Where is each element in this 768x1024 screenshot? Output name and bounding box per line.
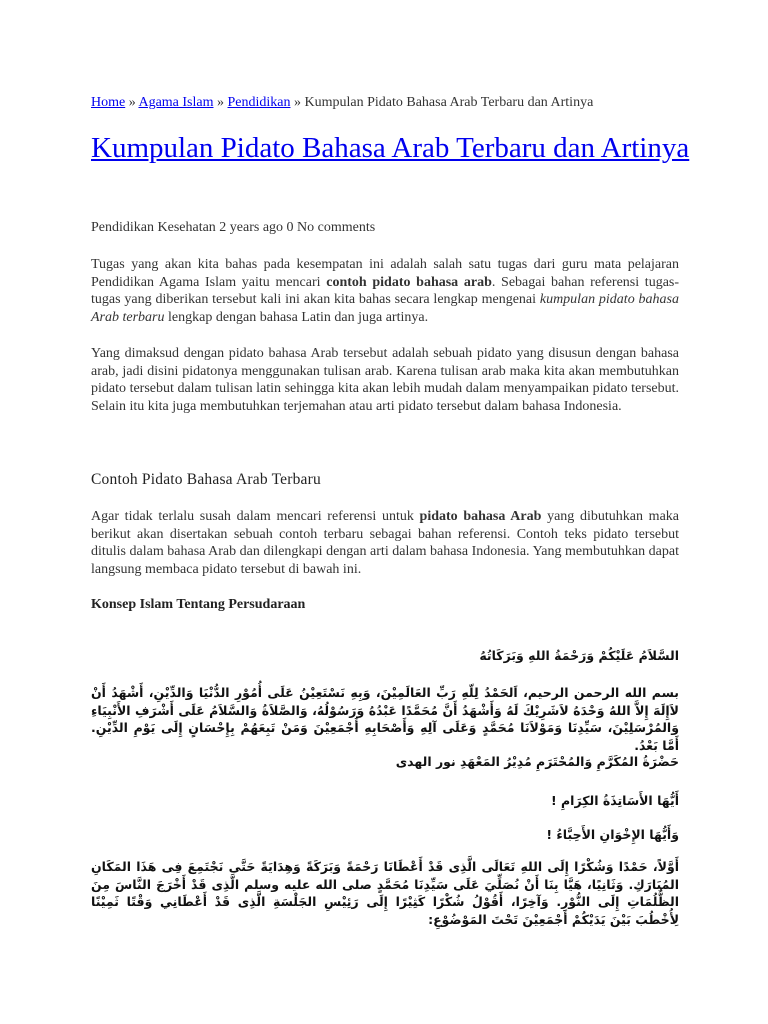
post-meta: Pendidikan Kesehatan 2 years ago 0 No comments bbox=[91, 220, 376, 235]
breadcrumb-pendidikan-link[interactable]: Pendidikan bbox=[227, 95, 291, 110]
arabic-address-teachers: أَيُّهَا الأَسَاتِذَةُ الكِرَامِ ! bbox=[550, 793, 679, 808]
post-title-link[interactable]: Kumpulan Pidato Bahasa Arab Terbaru dan Artinya bbox=[91, 132, 690, 164]
paragraph-text: yang dibutuhkan maka berikut akan disertakan sebuah contoh terbaru sebagai bahan referensi. Contoh teks pidato tersebut ditulis dalam bahasa Arab dan dilengkapi dengan arti dalam bahasa Indonesia. Yang membutuhkan dapat langsung membaca pidato tersebut di bawah ini. bbox=[91, 509, 680, 577]
section-heading: Contoh Pidato Bahasa Arab Terbaru bbox=[91, 471, 321, 488]
speech-title: Konsep Islam Tentang Persudaraan bbox=[91, 597, 306, 612]
paragraph-text: lengkap dengan bahasa Latin dan juga artinya. bbox=[164, 309, 429, 325]
paragraph-text: Tugas yang akan kita bahas pada kesempatan ini adalah salah satu tugas dari guru mata pelajaran Pendidikan Agama Islam yaitu mencari bbox=[91, 257, 679, 290]
paragraph-text: . Sebagai bahan referensi tugas-tugas yang diberikan tersebut kali ini akan kita bahas secara lengkap mengenai bbox=[91, 274, 680, 308]
arabic-greeting: السَّلاَمُ عَلَيْكُمْ وَرَحْمَةُ اللهِ وَبَرَكَاتُهُ bbox=[479, 648, 679, 663]
breadcrumb-agama-islam-link[interactable]: Agama Islam bbox=[138, 95, 214, 110]
breadcrumb bbox=[91, 95, 691, 111]
arabic-address-brothers: وَأَيُّهَا الإِخْوَانِ الأَحِبَّاءُ ! bbox=[546, 827, 679, 842]
definition-paragraph: Yang dimaksud dengan pidato bahasa Arab tersebut adalah sebuah pidato yang disusun dengan bahasa arab, jadi disini pidatonya menggunakan tulisan arab. Karena tulisan arab maka kita akan membutuhkan pidato tersebut dalam tulisan latin sehingga kita akan lebih mudah dalam menyampaikan pidato tersebut. Selain itu kita juga membutuhkan terjemahan atau arti pidato tersebut dalam bahasa Indonesia. bbox=[91, 346, 679, 414]
post-title bbox=[91, 130, 691, 167]
intro-paragraph bbox=[91, 256, 679, 326]
arabic-body: أَوَّلاً، حَمْدًا وَشُكْرًا إِلَى اللهِ تَعَالَى الَّذِى قَدْ أَعْطَانَا رَحْمَةً وَبَرَكَةً وَهِدَايَةً حَتَّى نَجْتَمِعَ فِى هَذَا المَكَانِ المُبَارَكِ. وَثَانِيًا، هَيَّا بِنَا أَنْ نُصَلِّيَ عَلَى سَيِّدِنَا مُحَمَّدٍ صلى الله عليه وسلم الَّذِى قَدْ أَخْرَجَ النَّاسَ مِنَ الظُّلُمَاتِ إِلَى النُّوْرِ. وَآخِرًا، أَقُوْلُ شُكْرًا كَثِيْرًا إِلَى رَئِيْسِ الجَلْسَةِ الَّذِى قَدْ أَعْطَانِي وَقْتًا ثَمِيْنًا لِأُخْطُبَ بَيْنَ يَدَيْكُمْ أَجْمَعِيْنَ تَحْتَ المَوْضُوْعِ: bbox=[91, 859, 679, 927]
keyword-bold: pidato bahasa Arab bbox=[419, 509, 542, 524]
keyword-italic: kumpulan pidato bahasa Arab terbaru bbox=[91, 292, 679, 325]
arabic-address-director: حَضْرَةُ المُكَرَّمِ وَالمُحْتَرَمِ مُدِيْرُ المَعْهَدِ نور الهدى bbox=[395, 754, 679, 769]
breadcrumb-current: Kumpulan Pidato Bahasa Arab Terbaru dan Artinya bbox=[304, 95, 594, 110]
breadcrumb-separator: » bbox=[125, 95, 139, 110]
breadcrumb-home-link[interactable]: Home bbox=[91, 95, 126, 110]
breadcrumb-separator: » bbox=[290, 95, 305, 110]
section-paragraph bbox=[91, 508, 679, 578]
breadcrumb-separator: » bbox=[213, 95, 228, 110]
paragraph-text: Agar tidak terlalu susah dalam mencari referensi untuk bbox=[91, 509, 420, 524]
keyword-bold: contoh pidato bahasa arab bbox=[326, 274, 492, 290]
arabic-opening: بسم الله الرحمن الرحيم، اَلحَمْدُ لِلّهِ رَبِّ العَالَمِيْنَ، وَبِهِ نَسْتَعِيْنُ عَلَى أُمُوْرِ الدُّنْيَا وَالدِّيْنِ، أَشْهَدُ أَنْ لاَإِلَهَ إِلاَّ اللهُ وَحْدَهُ لاَشَرِيْكَ لَهُ وَأَشْهَدُ أَنَّ مُحَمَّدًا عَبْدُهُ وَرَسُوْلُهُ، وَالصَّلاَةُ وَالسَّلاَمُ عَلَى أَشْرَفِ الأَنْبِيَاءِ وَالمُرْسَلِيْنَ، سَيِّدِنَا وَمَوْلاَنَا مُحَمَّدٍ وَعَلَى آلِهِ وَأَصْحَابِهِ أَجْمَعِيْنَ وَمَنْ تَبِعَهُمْ بِإِحْسَانٍ إِلَى يَوْمِ الدِّيْنِ. أَمَّا بَعْدُ. bbox=[91, 685, 679, 753]
